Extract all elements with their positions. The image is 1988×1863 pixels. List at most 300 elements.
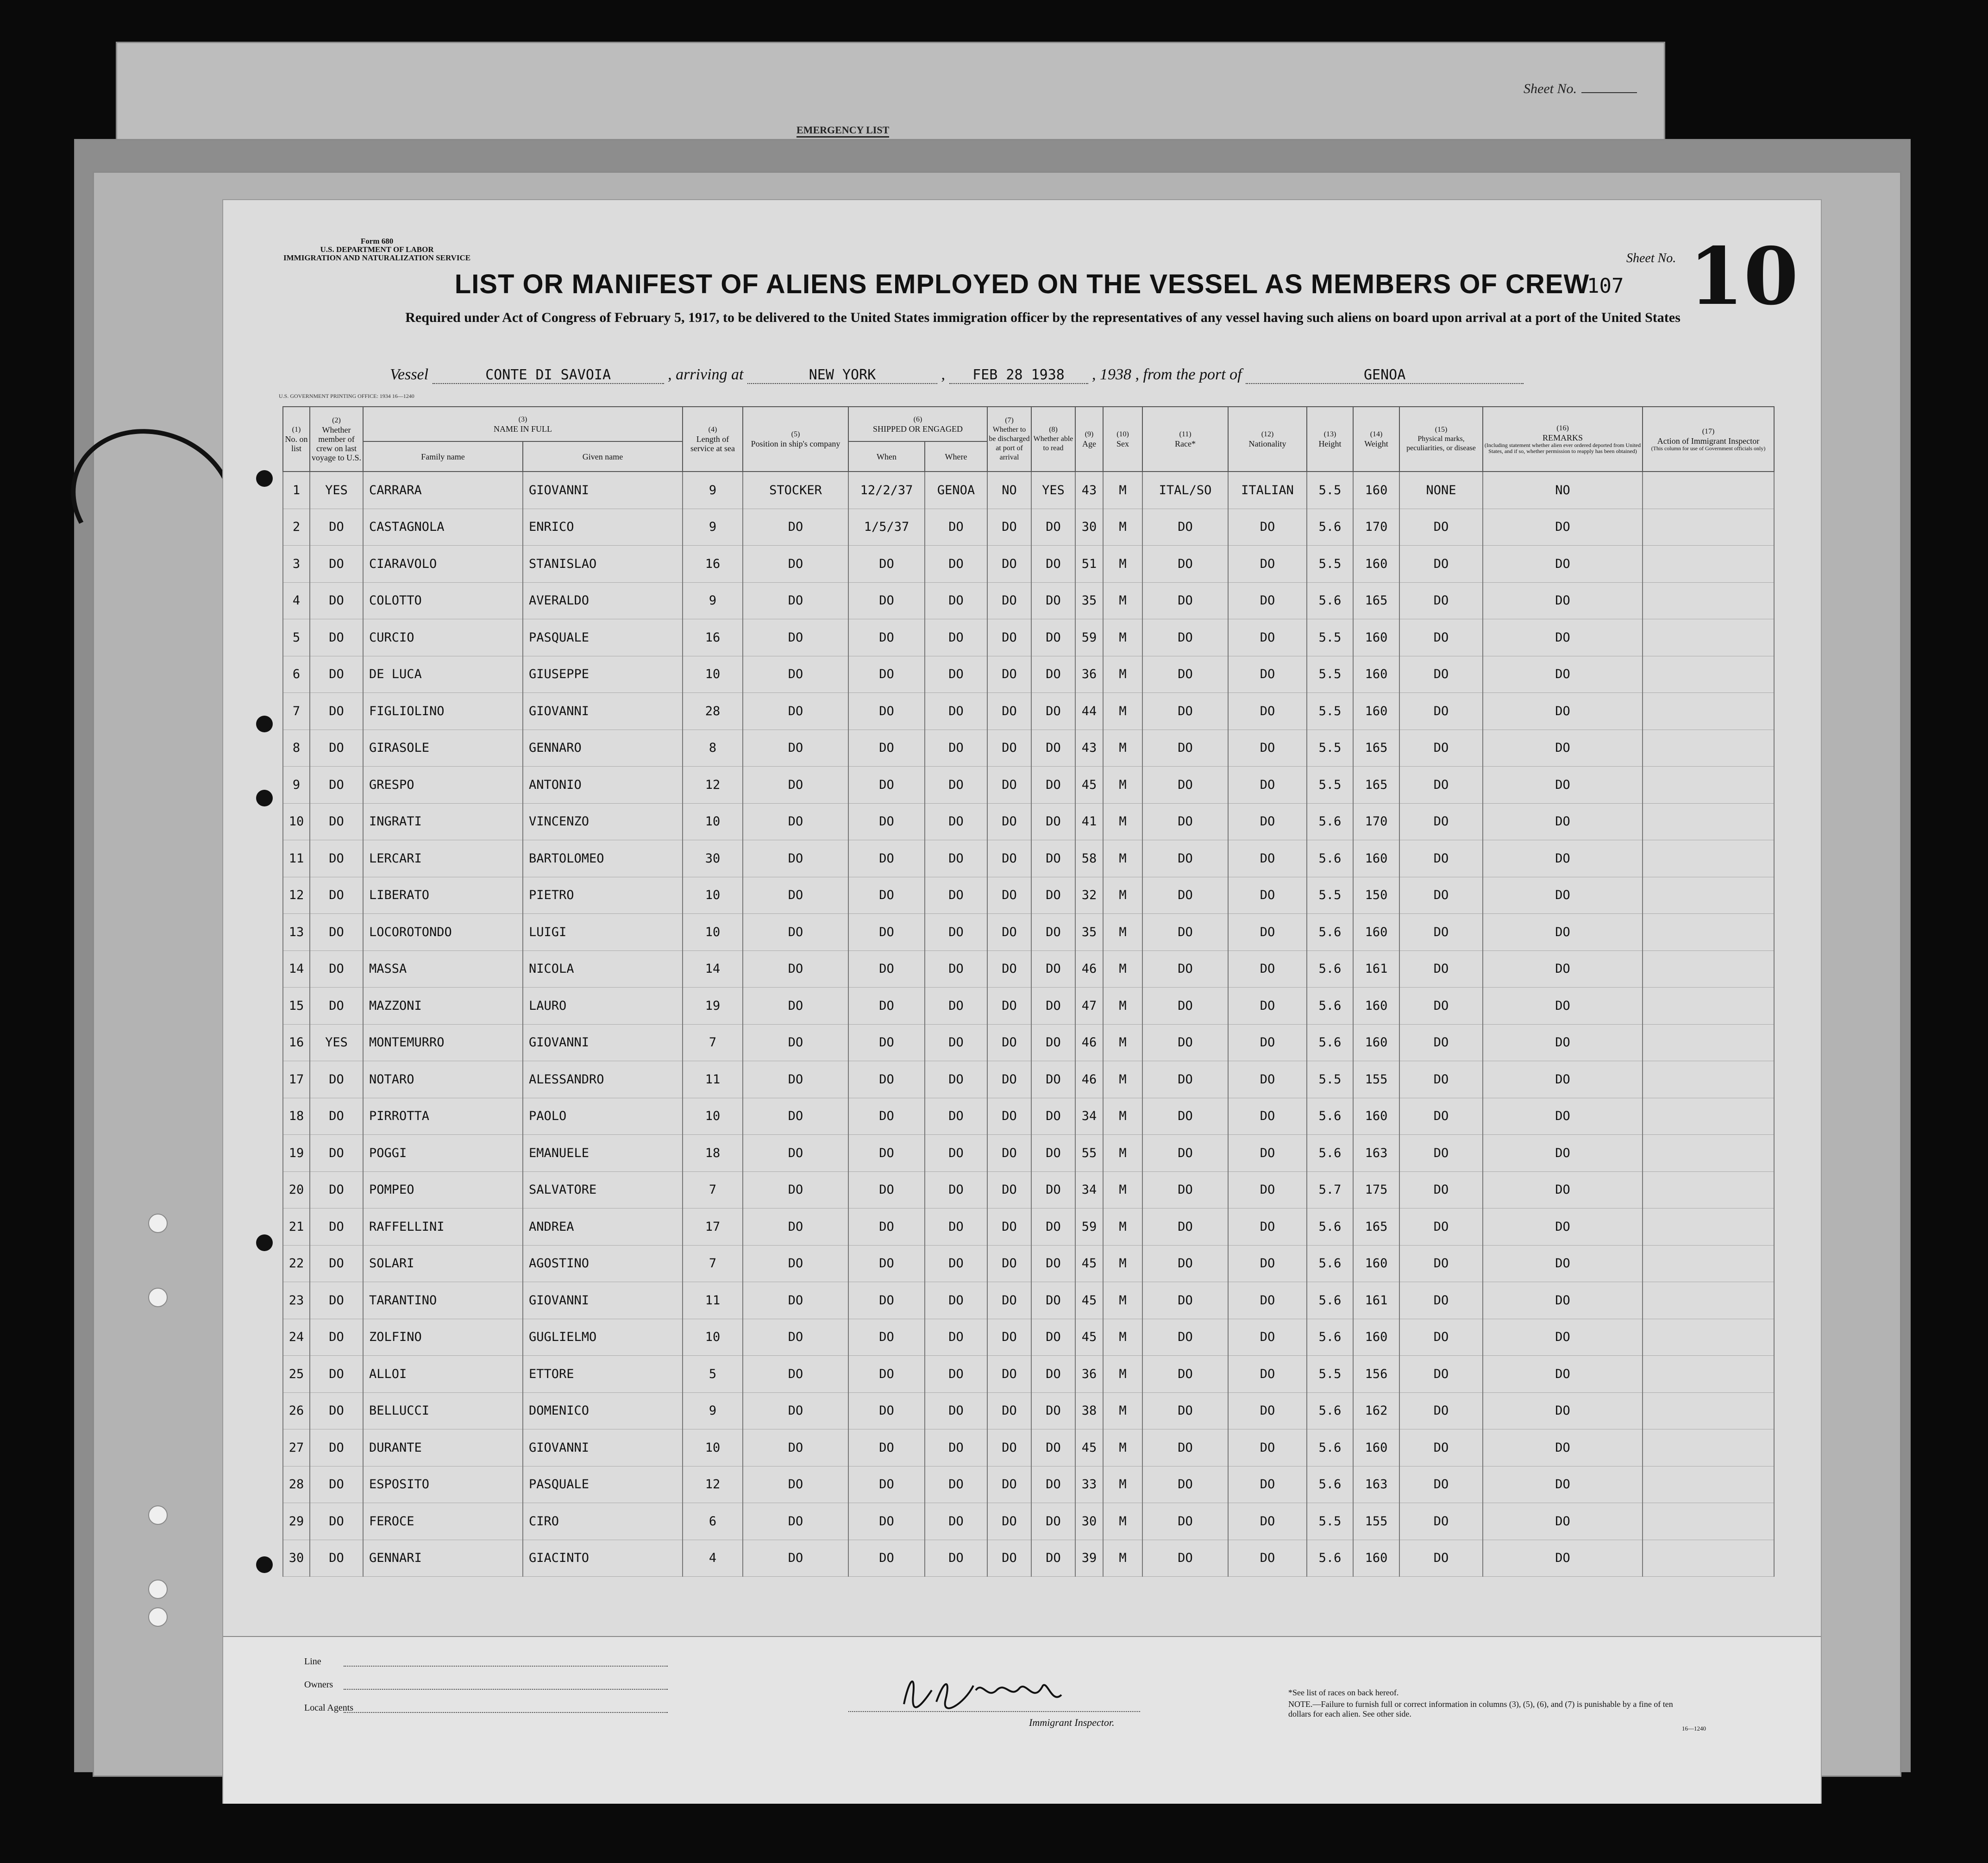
nationality-cell: DO — [1228, 1429, 1307, 1466]
race-cell: DO — [1142, 914, 1228, 951]
shipped-where-cell: DO — [925, 693, 987, 730]
no-on-list-cell: 22 — [283, 1245, 310, 1282]
header-age: (9) Age — [1075, 407, 1103, 472]
last-voyage-cell: DO — [310, 1061, 363, 1098]
family-name-cell: FEROCE — [363, 1503, 523, 1540]
family-name-cell: NOTARO — [363, 1061, 523, 1098]
physical-marks-cell: DO — [1399, 582, 1483, 619]
sex-cell: M — [1103, 472, 1142, 509]
height-cell: 5.5 — [1307, 546, 1353, 583]
physical-marks-cell: DO — [1399, 509, 1483, 546]
discharged-cell: DO — [987, 509, 1031, 546]
discharged-cell: DO — [987, 1098, 1031, 1135]
header-weight: (14) Weight — [1353, 407, 1399, 472]
remarks-cell: DO — [1483, 1282, 1643, 1319]
table-row — [283, 1282, 1774, 1319]
family-name-cell: POMPEO — [363, 1171, 523, 1208]
height-cell: 5.6 — [1307, 1135, 1353, 1172]
physical-marks-cell: DO — [1399, 1061, 1483, 1098]
family-name-cell: CURCIO — [363, 619, 523, 656]
no-on-list-cell: 5 — [283, 619, 310, 656]
remarks-cell: DO — [1483, 656, 1643, 693]
shipped-when-cell: DO — [848, 1098, 925, 1135]
last-voyage-cell: DO — [310, 1466, 363, 1503]
nationality-cell: DO — [1228, 950, 1307, 988]
inspector-action-cell — [1643, 1024, 1774, 1061]
last-voyage-cell: DO — [310, 1098, 363, 1135]
sex-cell: M — [1103, 950, 1142, 988]
nationality-cell: DO — [1228, 656, 1307, 693]
shipped-when-cell: DO — [848, 1135, 925, 1172]
discharged-cell: DO — [987, 877, 1031, 914]
length-of-service-cell: 19 — [683, 988, 743, 1025]
header-nationality: (12) Nationality — [1228, 407, 1307, 472]
height-cell: 5.5 — [1307, 693, 1353, 730]
weight-cell: 160 — [1353, 693, 1399, 730]
weight-cell: 155 — [1353, 1061, 1399, 1098]
sex-cell: M — [1103, 1208, 1142, 1246]
physical-marks-cell: DO — [1399, 840, 1483, 877]
given-name-cell: CIRO — [523, 1503, 683, 1540]
race-cell: DO — [1142, 546, 1228, 583]
position-cell: DO — [743, 767, 848, 804]
nationality-cell: DO — [1228, 509, 1307, 546]
age-cell: 45 — [1075, 1245, 1103, 1282]
sex-cell: M — [1103, 914, 1142, 951]
table-row — [283, 1171, 1774, 1208]
last-voyage-cell: DO — [310, 914, 363, 951]
weight-cell: 161 — [1353, 950, 1399, 988]
manifest-page — [222, 199, 1822, 1804]
shipped-when-cell: DO — [848, 840, 925, 877]
nationality-cell: DO — [1228, 1098, 1307, 1135]
discharged-cell: DO — [987, 1171, 1031, 1208]
discharged-cell: NO — [987, 472, 1031, 509]
height-cell: 5.6 — [1307, 950, 1353, 988]
last-voyage-cell: DO — [310, 1171, 363, 1208]
able-to-read-cell: DO — [1031, 803, 1075, 840]
family-name-cell: GRESPO — [363, 767, 523, 804]
age-cell: 51 — [1075, 546, 1103, 583]
remarks-cell: DO — [1483, 767, 1643, 804]
table-row — [283, 1429, 1774, 1466]
given-name-cell: ALESSANDRO — [523, 1061, 683, 1098]
sex-cell: M — [1103, 988, 1142, 1025]
no-on-list-cell: 26 — [283, 1392, 310, 1429]
shipped-where-cell: DO — [925, 1356, 987, 1393]
inspector-action-cell — [1643, 1061, 1774, 1098]
given-name-cell: ANDREA — [523, 1208, 683, 1246]
discharged-cell: DO — [987, 767, 1031, 804]
header-shipped-engaged: (6) SHIPPED OR ENGAGED — [848, 407, 987, 441]
remarks-cell: DO — [1483, 582, 1643, 619]
position-cell: DO — [743, 546, 848, 583]
nationality-cell: DO — [1228, 1245, 1307, 1282]
family-name-cell: DURANTE — [363, 1429, 523, 1466]
table-row — [283, 767, 1774, 804]
able-to-read-cell: DO — [1031, 1429, 1075, 1466]
able-to-read-cell: DO — [1031, 1356, 1075, 1393]
shipped-when-cell: DO — [848, 730, 925, 767]
position-cell: DO — [743, 877, 848, 914]
nationality-cell: DO — [1228, 1392, 1307, 1429]
given-name-cell: GIOVANNI — [523, 693, 683, 730]
shipped-where-cell: DO — [925, 877, 987, 914]
discharged-cell: DO — [987, 619, 1031, 656]
physical-marks-cell: DO — [1399, 1024, 1483, 1061]
nationality-cell: DO — [1228, 877, 1307, 914]
able-to-read-cell: DO — [1031, 1503, 1075, 1540]
remarks-cell: DO — [1483, 1135, 1643, 1172]
no-on-list-cell: 3 — [283, 546, 310, 583]
physical-marks-cell: DO — [1399, 1429, 1483, 1466]
shipped-when-cell: DO — [848, 950, 925, 988]
shipped-where-cell: DO — [925, 1208, 987, 1246]
physical-marks-cell: DO — [1399, 1282, 1483, 1319]
header-given-name: Given name — [523, 441, 683, 472]
length-of-service-cell: 10 — [683, 656, 743, 693]
length-of-service-cell: 11 — [683, 1061, 743, 1098]
inspector-action-cell — [1643, 509, 1774, 546]
no-on-list-cell: 25 — [283, 1356, 310, 1393]
family-name-cell: CARRARA — [363, 472, 523, 509]
race-cell: DO — [1142, 1098, 1228, 1135]
discharged-cell: DO — [987, 988, 1031, 1025]
able-to-read-cell: DO — [1031, 509, 1075, 546]
family-name-cell: POGGI — [363, 1135, 523, 1172]
shipped-when-cell: DO — [848, 767, 925, 804]
physical-marks-cell: DO — [1399, 803, 1483, 840]
length-of-service-cell: 16 — [683, 619, 743, 656]
length-of-service-cell: 30 — [683, 840, 743, 877]
position-cell: DO — [743, 1208, 848, 1246]
position-cell: DO — [743, 693, 848, 730]
punch-hole — [256, 470, 273, 487]
races-note: *See list of races on back hereof. — [1288, 1688, 1399, 1697]
shipped-where-cell: DO — [925, 619, 987, 656]
table-row — [283, 1245, 1774, 1282]
sex-cell: M — [1103, 1466, 1142, 1503]
punch-hole — [148, 1288, 168, 1307]
able-to-read-cell: DO — [1031, 1208, 1075, 1246]
from-port-label: , from the port of — [1135, 366, 1242, 383]
age-cell: 43 — [1075, 730, 1103, 767]
discharged-cell: DO — [987, 1135, 1031, 1172]
shipped-where-cell: DO — [925, 1392, 987, 1429]
length-of-service-cell: 10 — [683, 1098, 743, 1135]
last-voyage-cell: DO — [310, 619, 363, 656]
last-voyage-cell: DO — [310, 1282, 363, 1319]
age-cell: 45 — [1075, 1429, 1103, 1466]
remarks-cell: DO — [1483, 730, 1643, 767]
table-row — [283, 582, 1774, 619]
age-cell: 36 — [1075, 656, 1103, 693]
given-name-cell: PASQUALE — [523, 1466, 683, 1503]
shipped-where-cell: DO — [925, 1171, 987, 1208]
no-on-list-cell: 16 — [283, 1024, 310, 1061]
shipped-when-cell: DO — [848, 1245, 925, 1282]
sex-cell: M — [1103, 767, 1142, 804]
table-row — [283, 1540, 1774, 1577]
height-cell: 5.5 — [1307, 656, 1353, 693]
sheet-number-label: Sheet No. — [1626, 251, 1676, 265]
able-to-read-cell: DO — [1031, 950, 1075, 988]
inspector-action-cell — [1643, 1540, 1774, 1577]
race-cell: DO — [1142, 693, 1228, 730]
punch-hole — [148, 1505, 168, 1525]
length-of-service-cell: 14 — [683, 950, 743, 988]
last-voyage-cell: DO — [310, 656, 363, 693]
remarks-cell: DO — [1483, 950, 1643, 988]
family-name-cell: CASTAGNOLA — [363, 509, 523, 546]
age-cell: 33 — [1075, 1466, 1103, 1503]
weight-cell: 170 — [1353, 509, 1399, 546]
shipped-where-cell: DO — [925, 1319, 987, 1356]
nationality-cell: DO — [1228, 1061, 1307, 1098]
remarks-cell: DO — [1483, 546, 1643, 583]
shipped-when-cell: DO — [848, 1540, 925, 1577]
family-name-cell: GIRASOLE — [363, 730, 523, 767]
able-to-read-cell: DO — [1031, 1245, 1075, 1282]
age-cell: 30 — [1075, 509, 1103, 546]
race-cell: DO — [1142, 1356, 1228, 1393]
race-cell: DO — [1142, 1319, 1228, 1356]
table-row — [283, 1466, 1774, 1503]
able-to-read-cell: DO — [1031, 914, 1075, 951]
length-of-service-cell: 10 — [683, 877, 743, 914]
remarks-cell: DO — [1483, 1356, 1643, 1393]
remarks-cell: DO — [1483, 988, 1643, 1025]
weight-cell: 160 — [1353, 1540, 1399, 1577]
given-name-cell: AVERALDO — [523, 582, 683, 619]
no-on-list-cell: 30 — [283, 1540, 310, 1577]
shipped-where-cell: DO — [925, 988, 987, 1025]
inspector-action-cell — [1643, 656, 1774, 693]
no-on-list-cell: 1 — [283, 472, 310, 509]
given-name-cell: GIACINTO — [523, 1540, 683, 1577]
age-cell: 41 — [1075, 803, 1103, 840]
given-name-cell: GIOVANNI — [523, 472, 683, 509]
able-to-read-cell: DO — [1031, 656, 1075, 693]
length-of-service-cell: 6 — [683, 1503, 743, 1540]
inspector-action-cell — [1643, 1356, 1774, 1393]
last-voyage-cell: DO — [310, 1540, 363, 1577]
age-cell: 35 — [1075, 914, 1103, 951]
sex-cell: M — [1103, 1392, 1142, 1429]
physical-marks-cell: DO — [1399, 1135, 1483, 1172]
remarks-cell: DO — [1483, 1503, 1643, 1540]
nationality-cell: DO — [1228, 1540, 1307, 1577]
no-on-list-cell: 19 — [283, 1135, 310, 1172]
inspector-action-cell — [1643, 472, 1774, 509]
page-title: LIST OR MANIFEST OF ALIENS EMPLOYED ON THE VESSEL AS MEMBERS OF CREW — [454, 269, 1590, 299]
family-name-cell: ESPOSITO — [363, 1466, 523, 1503]
age-cell: 59 — [1075, 1208, 1103, 1246]
position-cell: DO — [743, 1392, 848, 1429]
no-on-list-cell: 27 — [283, 1429, 310, 1466]
weight-cell: 175 — [1353, 1171, 1399, 1208]
discharged-cell: DO — [987, 656, 1031, 693]
no-on-list-cell: 23 — [283, 1282, 310, 1319]
discharged-cell: DO — [987, 1061, 1031, 1098]
length-of-service-cell: 28 — [683, 693, 743, 730]
nationality-cell: DO — [1228, 1282, 1307, 1319]
discharged-cell: DO — [987, 1282, 1031, 1319]
weight-cell: 160 — [1353, 1429, 1399, 1466]
owners-field — [344, 1689, 668, 1690]
table-row — [283, 509, 1774, 546]
given-name-cell: BARTOLOMEO — [523, 840, 683, 877]
no-on-list-cell: 18 — [283, 1098, 310, 1135]
age-cell: 30 — [1075, 1503, 1103, 1540]
remarks-cell: DO — [1483, 877, 1643, 914]
family-name-cell: MASSA — [363, 950, 523, 988]
race-cell: DO — [1142, 1245, 1228, 1282]
inspector-action-cell — [1643, 619, 1774, 656]
header-discharged: (7) Whether to be discharged at port of arrival — [987, 407, 1031, 472]
position-cell: DO — [743, 1503, 848, 1540]
able-to-read-cell: DO — [1031, 1171, 1075, 1208]
shipped-when-cell: DO — [848, 1392, 925, 1429]
position-cell: STOCKER — [743, 472, 848, 509]
physical-marks-cell: DO — [1399, 1540, 1483, 1577]
weight-cell: 163 — [1353, 1466, 1399, 1503]
no-on-list-cell: 6 — [283, 656, 310, 693]
able-to-read-cell: DO — [1031, 988, 1075, 1025]
position-cell: DO — [743, 1061, 848, 1098]
physical-marks-cell: DO — [1399, 988, 1483, 1025]
length-of-service-cell: 16 — [683, 546, 743, 583]
shipped-where-cell: DO — [925, 509, 987, 546]
age-cell: 58 — [1075, 840, 1103, 877]
length-of-service-cell: 7 — [683, 1245, 743, 1282]
discharged-cell: DO — [987, 1392, 1031, 1429]
remarks-cell: DO — [1483, 1392, 1643, 1429]
remarks-cell: DO — [1483, 1024, 1643, 1061]
position-cell: DO — [743, 1466, 848, 1503]
length-of-service-cell: 10 — [683, 914, 743, 951]
sex-cell: M — [1103, 877, 1142, 914]
age-cell: 38 — [1075, 1392, 1103, 1429]
physical-marks-cell: DO — [1399, 1356, 1483, 1393]
weight-cell: 160 — [1353, 656, 1399, 693]
sex-cell: M — [1103, 509, 1142, 546]
height-cell: 5.5 — [1307, 877, 1353, 914]
vessel-info-line: Vessel CONTE DI SAVOIA , arriving at NEW YORK , FEB 28 1938 , 1938 , from the port of GENOA — [390, 366, 1649, 384]
remarks-cell: DO — [1483, 1466, 1643, 1503]
discharged-cell: DO — [987, 1503, 1031, 1540]
nationality-cell: DO — [1228, 914, 1307, 951]
weight-cell: 160 — [1353, 1319, 1399, 1356]
last-voyage-cell: DO — [310, 877, 363, 914]
inspector-action-cell — [1643, 1282, 1774, 1319]
discharged-cell: DO — [987, 1356, 1031, 1393]
shipped-where-cell: DO — [925, 1024, 987, 1061]
race-cell: DO — [1142, 840, 1228, 877]
sex-cell: M — [1103, 1319, 1142, 1356]
weight-cell: 150 — [1353, 877, 1399, 914]
age-cell: 46 — [1075, 1024, 1103, 1061]
shipped-where-cell: DO — [925, 950, 987, 988]
punch-hole — [256, 716, 273, 732]
able-to-read-cell: DO — [1031, 546, 1075, 583]
no-on-list-cell: 24 — [283, 1319, 310, 1356]
discharged-cell: DO — [987, 546, 1031, 583]
shipped-where-cell: DO — [925, 1061, 987, 1098]
shipped-when-cell: 12/2/37 — [848, 472, 925, 509]
length-of-service-cell: 9 — [683, 582, 743, 619]
family-name-cell: RAFFELLINI — [363, 1208, 523, 1246]
able-to-read-cell: DO — [1031, 693, 1075, 730]
page-number: 107 — [1587, 274, 1624, 298]
table-row — [283, 693, 1774, 730]
sex-cell: M — [1103, 1503, 1142, 1540]
page-subtitle: Required under Act of Congress of February 5, 1917, to be delivered to the United States immigration officer by the representatives of any vessel having such aliens on board upon arrival at a port of the United States — [405, 310, 1681, 325]
owners-label: Owners — [304, 1680, 333, 1690]
able-to-read-cell: DO — [1031, 1061, 1075, 1098]
length-of-service-cell: 12 — [683, 1466, 743, 1503]
inspector-action-cell — [1643, 1466, 1774, 1503]
shipped-when-cell: DO — [848, 1466, 925, 1503]
height-cell: 5.6 — [1307, 803, 1353, 840]
able-to-read-cell: DO — [1031, 1024, 1075, 1061]
no-on-list-cell: 15 — [283, 988, 310, 1025]
weight-cell: 160 — [1353, 988, 1399, 1025]
shipped-where-cell: DO — [925, 914, 987, 951]
punch-hole — [148, 1214, 168, 1233]
age-cell: 45 — [1075, 1319, 1103, 1356]
shipped-where-cell: DO — [925, 767, 987, 804]
sex-cell: M — [1103, 693, 1142, 730]
length-of-service-cell: 10 — [683, 1429, 743, 1466]
table-row — [283, 1392, 1774, 1429]
no-on-list-cell: 8 — [283, 730, 310, 767]
no-on-list-cell: 20 — [283, 1171, 310, 1208]
table-row — [283, 988, 1774, 1025]
age-cell: 45 — [1075, 1282, 1103, 1319]
position-cell: DO — [743, 1245, 848, 1282]
last-voyage-cell: DO — [310, 1356, 363, 1393]
race-cell: DO — [1142, 1540, 1228, 1577]
inspector-action-cell — [1643, 1171, 1774, 1208]
length-of-service-cell: 7 — [683, 1171, 743, 1208]
table-row — [283, 730, 1774, 767]
height-cell: 5.6 — [1307, 1466, 1353, 1503]
discharged-cell: DO — [987, 914, 1031, 951]
age-cell: 55 — [1075, 1135, 1103, 1172]
nationality-cell: DO — [1228, 840, 1307, 877]
position-cell: DO — [743, 988, 848, 1025]
table-row — [283, 1024, 1774, 1061]
nationality-cell: DO — [1228, 1503, 1307, 1540]
table-row — [283, 950, 1774, 988]
family-name-cell: TARANTINO — [363, 1282, 523, 1319]
shipped-where-cell: DO — [925, 1135, 987, 1172]
remarks-cell: NO — [1483, 472, 1643, 509]
able-to-read-cell: DO — [1031, 582, 1075, 619]
length-of-service-cell: 18 — [683, 1135, 743, 1172]
able-to-read-cell: YES — [1031, 472, 1075, 509]
header-last-voyage: (2) Whether member of crew on last voyage to U.S. — [310, 407, 363, 472]
shipped-when-cell: DO — [848, 546, 925, 583]
header-when: When — [848, 441, 925, 472]
last-voyage-cell: DO — [310, 1392, 363, 1429]
race-cell: DO — [1142, 582, 1228, 619]
family-name-cell: DE LUCA — [363, 656, 523, 693]
no-on-list-cell: 21 — [283, 1208, 310, 1246]
last-voyage-cell: DO — [310, 767, 363, 804]
given-name-cell: VINCENZO — [523, 803, 683, 840]
